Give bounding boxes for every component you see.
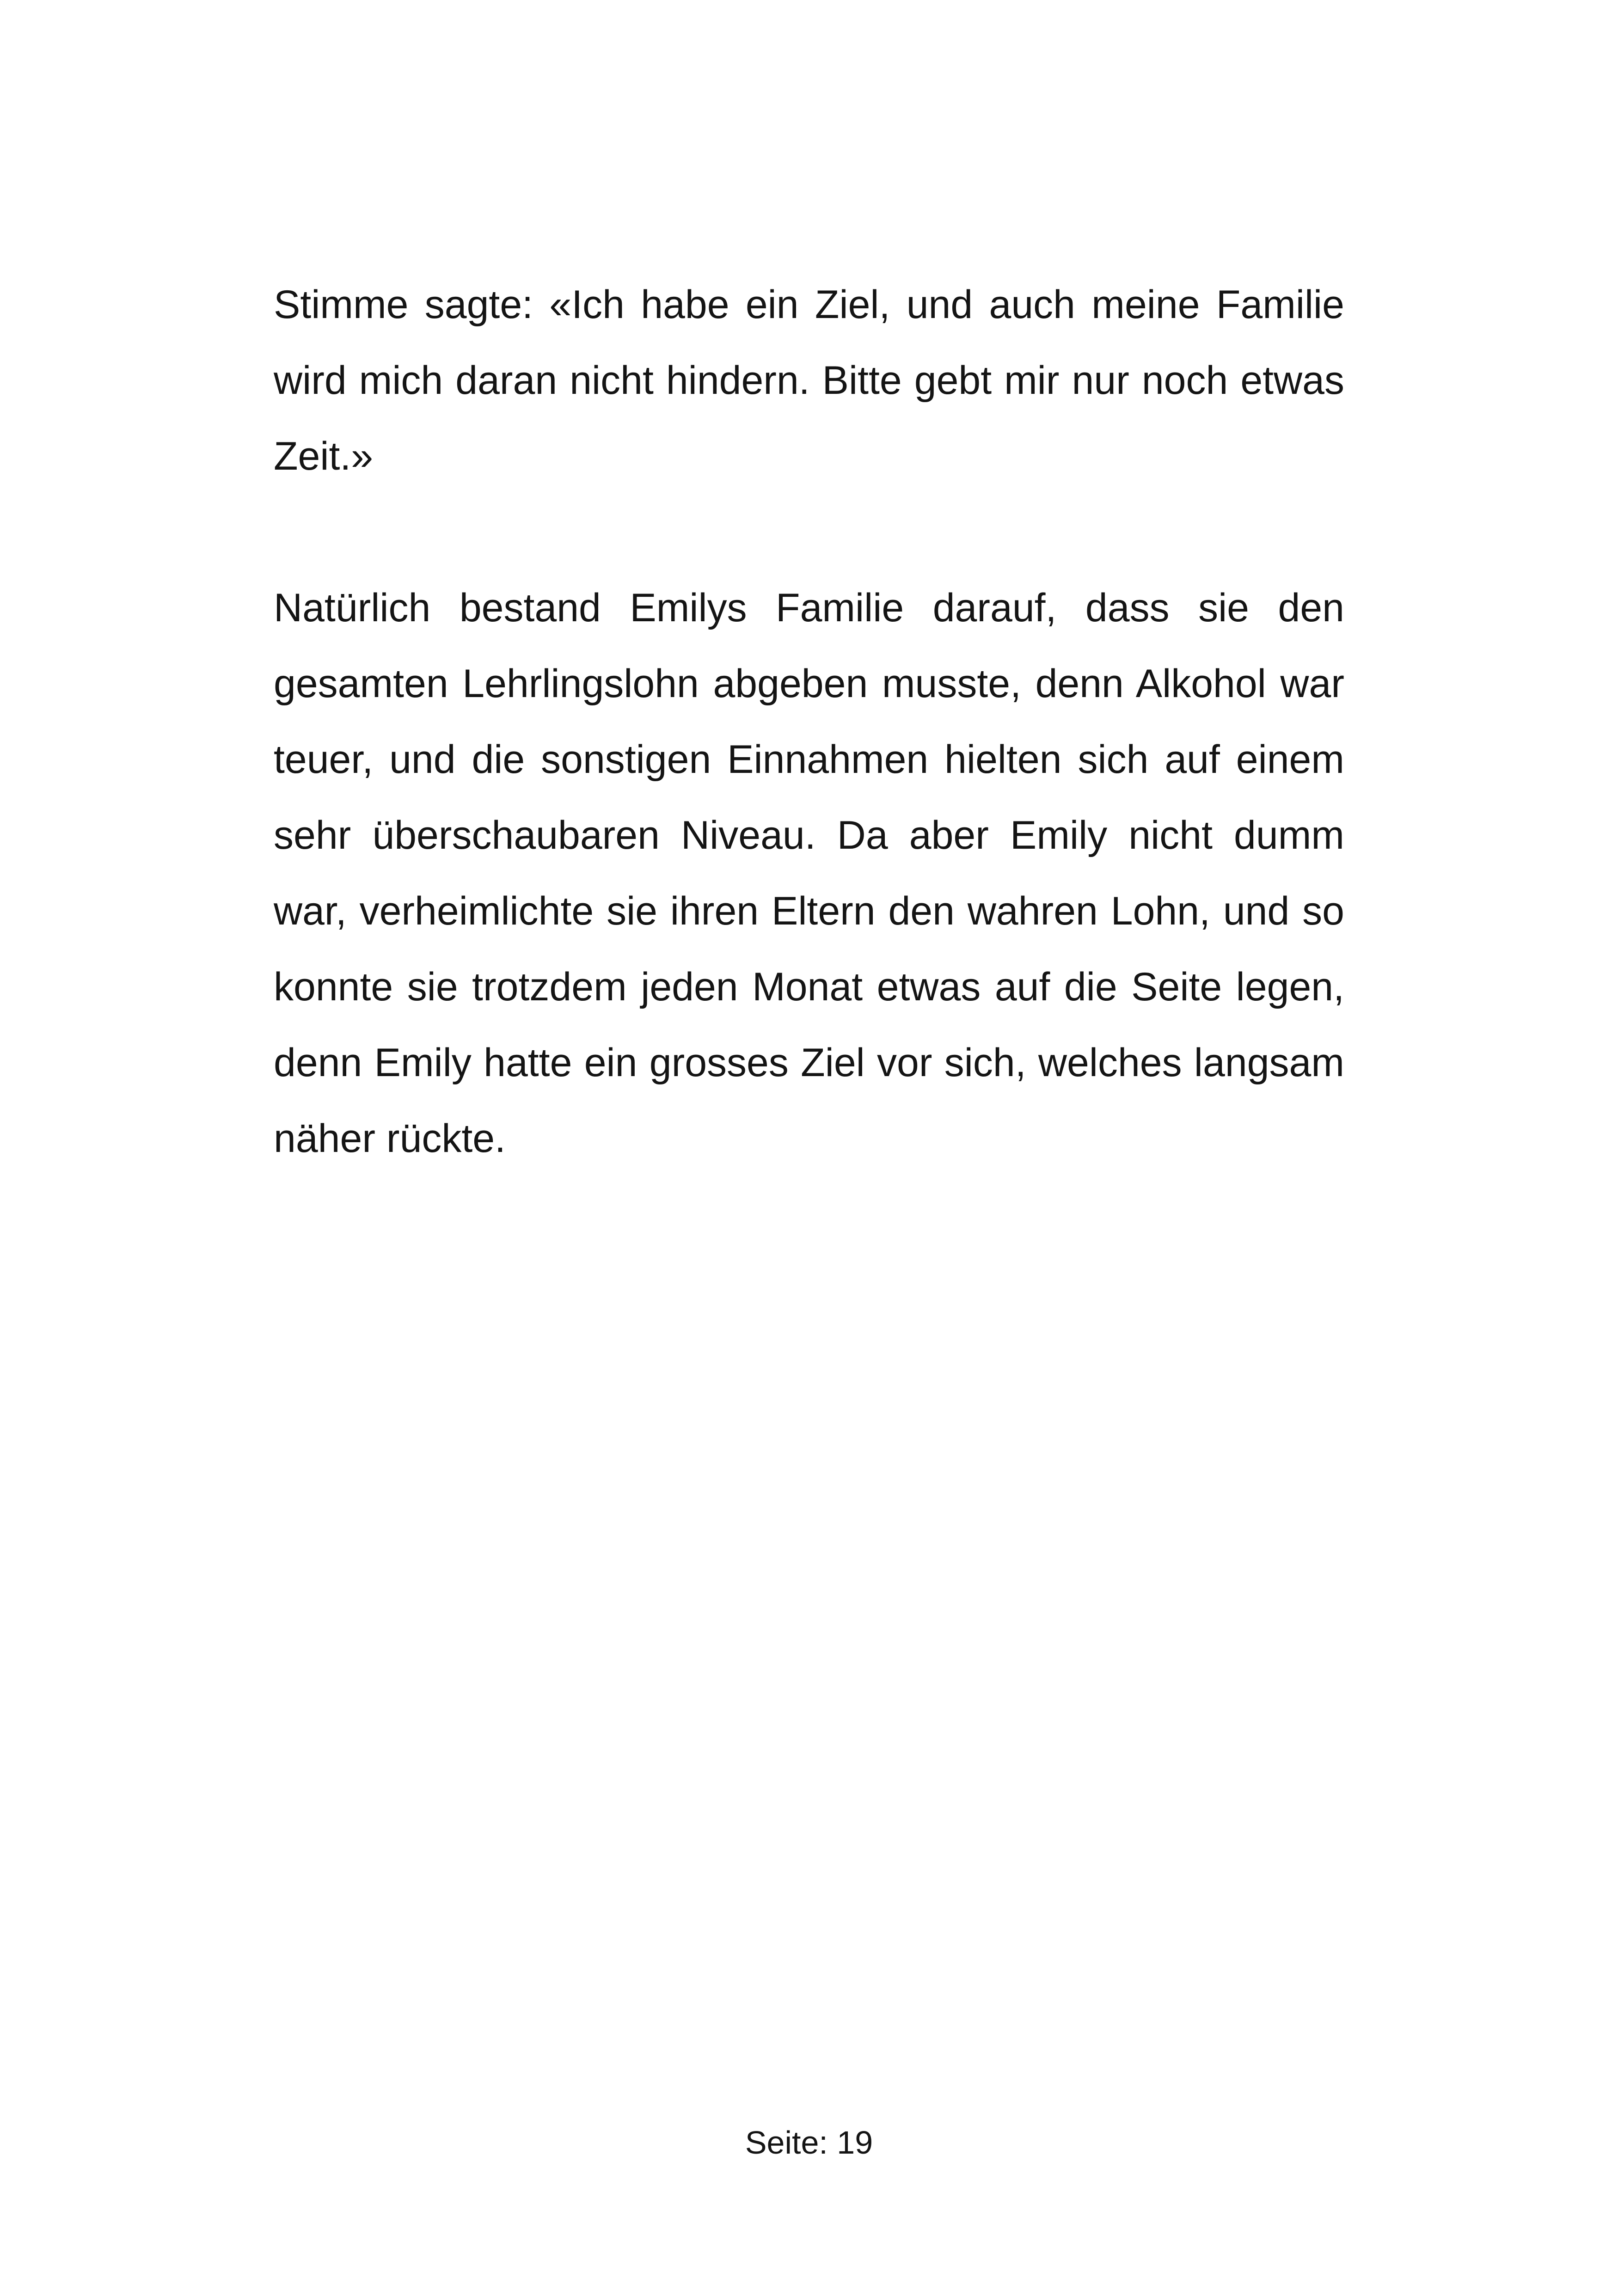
page-number: Seite: 19 [745, 2125, 873, 2161]
body-paragraph-1 [274, 267, 1344, 494]
paragraph-text: Stimme sagte: «Ich habe ein Ziel, und auch meine Familie wird mich daran nicht hindern. Bitte gebt mir nur noch etwas Zeit.» [274, 282, 1344, 478]
body-paragraph-2 [274, 570, 1344, 1176]
paragraph-text: Natürlich bestand Emilys Familie darauf, dass sie den gesamten Lehrlingslohn abgeben musste, denn Alkohol war teuer, und die sonstigen Einnahmen hielten sich auf einem sehr überschaubaren Niveau. Da aber Emily nicht dumm war, verheimlichte sie ihren Eltern den wahren Lohn, und so konnte sie trotzdem jeden Monat etwas auf die Seite legen, denn Emily hatte ein grosses Ziel vor sich, welches langsam näher rückte. [274, 586, 1344, 1161]
